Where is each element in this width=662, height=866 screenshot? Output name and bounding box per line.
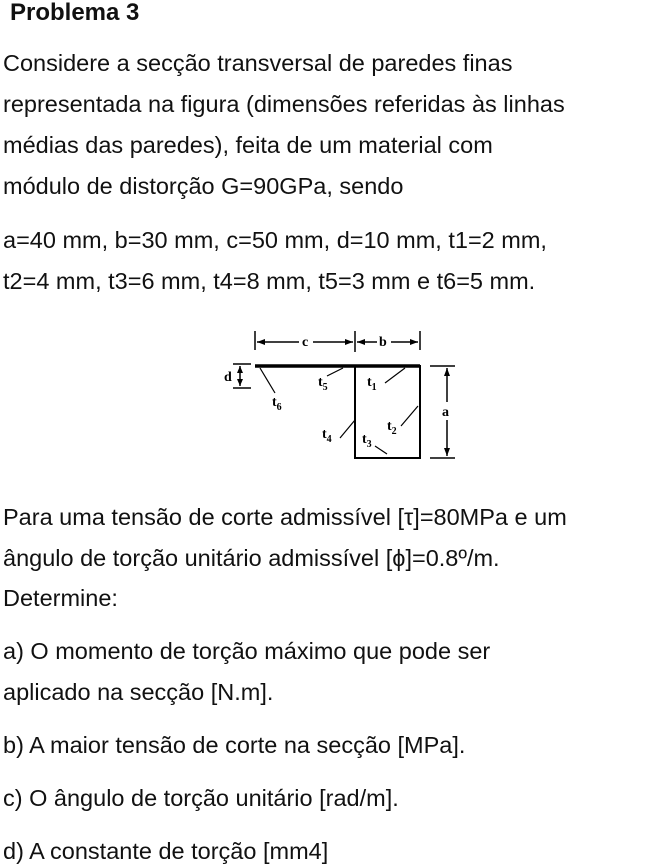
- dim-c-label: c: [302, 335, 309, 350]
- t1-label: $t_1$: [367, 375, 377, 393]
- t4-label: $t_4$: [322, 427, 332, 445]
- after-line-1: Para uma tensão de corte admissível [τ]=80MPa e um: [3, 504, 567, 530]
- t2-label: $t_2$: [387, 419, 397, 437]
- intro-line-5: a=40 mm, b=30 mm, c=50 mm, d=10 mm, t1=2 mm,: [3, 227, 547, 253]
- t5-label: $t_5$: [318, 375, 328, 393]
- cross-section-figure: [215, 328, 465, 468]
- after-line-2: ângulo de torção unitário admissível [ϕ]=0.8º/m.: [3, 545, 500, 571]
- question-c: c) O ângulo de torção unitário [rad/m].: [3, 785, 399, 811]
- after-line-3: Determine:: [3, 585, 118, 611]
- intro-line-1: Considere a secção transversal de paredes finas: [3, 50, 513, 76]
- question-b: b) A maior tensão de corte na secção [MPa].: [3, 732, 466, 758]
- dim-d-label: d: [224, 370, 232, 385]
- question-a-line-2: aplicado na secção [N.m].: [3, 679, 274, 705]
- question-d: d) A constante de torção [mm4]: [3, 838, 329, 864]
- t3-label: $t_3$: [362, 432, 372, 450]
- intro-line-6: t2=4 mm, t3=6 mm, t4=8 mm, t5=3 mm e t6=5 mm.: [3, 268, 536, 294]
- dim-a-label: a: [442, 405, 449, 420]
- intro-line-2: representada na figura (dimensões referidas às linhas: [3, 91, 565, 117]
- question-a-line-1: a) O momento de torção máximo que pode ser: [3, 638, 491, 664]
- t6-label: $t_6$: [272, 395, 282, 413]
- problem-title: Problema 3: [10, 0, 140, 26]
- dim-b-label: b: [379, 335, 387, 350]
- intro-line-3: médias das paredes), feita de um material com: [3, 132, 493, 158]
- intro-line-4: módulo de distorção G=90GPa, sendo: [3, 173, 404, 199]
